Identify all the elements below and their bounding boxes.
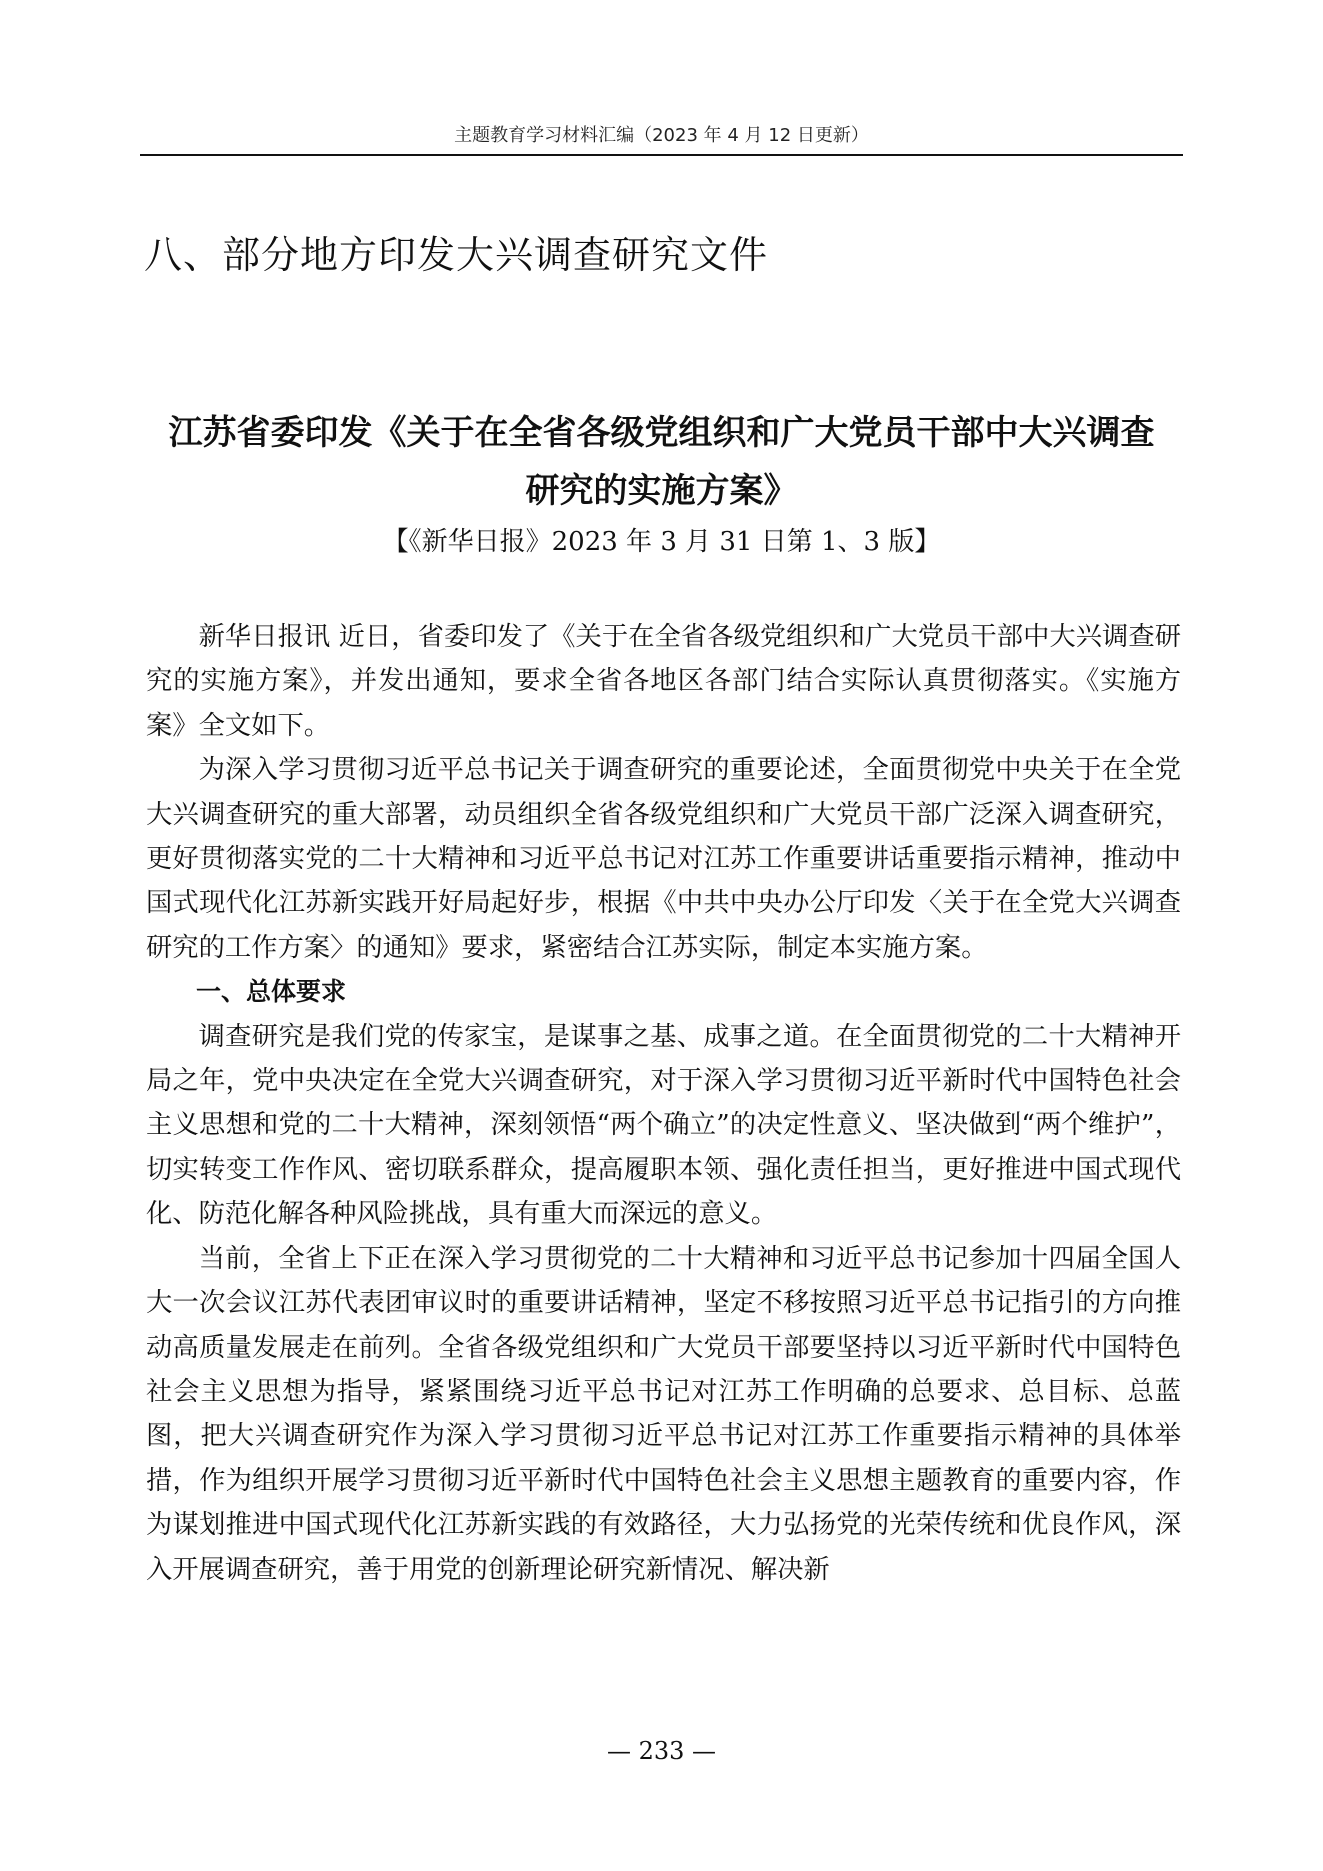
running-header: 主题教育学习材料汇编（2023 年 4 月 12 日更新） xyxy=(454,125,869,146)
paragraph-intro: 新华日报讯 近日，省委印发了《关于在全省各级党组织和广大党员干部中大兴调查研究的实施方案》，并发出通知，要求全省各地区各部门结合实际认真贯彻落实。《实施方案》全文如下。 xyxy=(146,622,1181,741)
article-body xyxy=(146,615,1181,1592)
page-number: — 233 — xyxy=(606,1737,717,1765)
article-title-line-1: 江苏省委印发《关于在全省各级党组织和广大党员干部中大兴调查 xyxy=(168,413,1155,453)
header-rule xyxy=(140,154,1183,156)
paragraph-significance: 调查研究是我们党的传家宝，是谋事之基、成事之道。在全面贯彻党的二十大精神开局之年，党中央决定在全党大兴调查研究，对于深入学习贯彻习近平新时代中国特色社会主义思想和党的二十大精神，深刻领悟“两个确立”的决定性意义、坚决做到“两个维护”，切实转变工作作风、密切联系群众，提高履职本领、强化责任担当，更好推进中国式现代化、防范化解各种风险挑战，具有重大而深远的意义。 xyxy=(146,1021,1181,1230)
article-source: 【《新华日报》2023 年 3 月 31 日第 1、3 版】 xyxy=(382,527,941,557)
article-title xyxy=(140,404,1183,520)
section-heading: 八、部分地方印发大兴调查研究文件 xyxy=(144,233,769,277)
article-title-line-2: 研究的实施方案》 xyxy=(525,471,798,511)
paragraph-purpose: 为深入学习贯彻习近平总书记关于调查研究的重要论述，全面贯彻党中央关于在全党大兴调查研究的重大部署，动员组织全省各级党组织和广大党员干部广泛深入调查研究，更好贯彻落实党的二十大精神和习近平总书记对江苏工作重要讲话重要指示精神，推动中国式现代化江苏新实践开好局起好步，根据《中共中央办公厅印发〈关于在全党大兴调查研究的工作方案〉的通知》要求，紧密结合江苏实际，制定本实施方案。 xyxy=(146,755,1181,963)
paragraph-current: 当前，全省上下正在深入学习贯彻党的二十大精神和习近平总书记参加十四届全国人大一次会议江苏代表团审议时的重要讲话精神，坚定不移按照习近平总书记指引的方向推动高质量发展走在前列。全省各级党组织和广大党员干部要坚持以习近平新时代中国特色社会主义思想为指导，紧紧围绕习近平总书记对江苏工作明确的总要求、总目标、总蓝图，把大兴调查研究作为深入学习贯彻习近平总书记对江苏工作重要指示精神的具体举措，作为组织开展学习贯彻习近平新时代中国特色社会主义思想主题教育的重要内容，作为谋划推进中国式现代化江苏新实践的有效路径，大力弘扬党的光荣传统和优良作风，深入开展调查研究，善于用党的创新理论研究新情况、解决新 xyxy=(146,1243,1181,1585)
subsection-heading: 一、总体要求 xyxy=(196,977,347,1007)
